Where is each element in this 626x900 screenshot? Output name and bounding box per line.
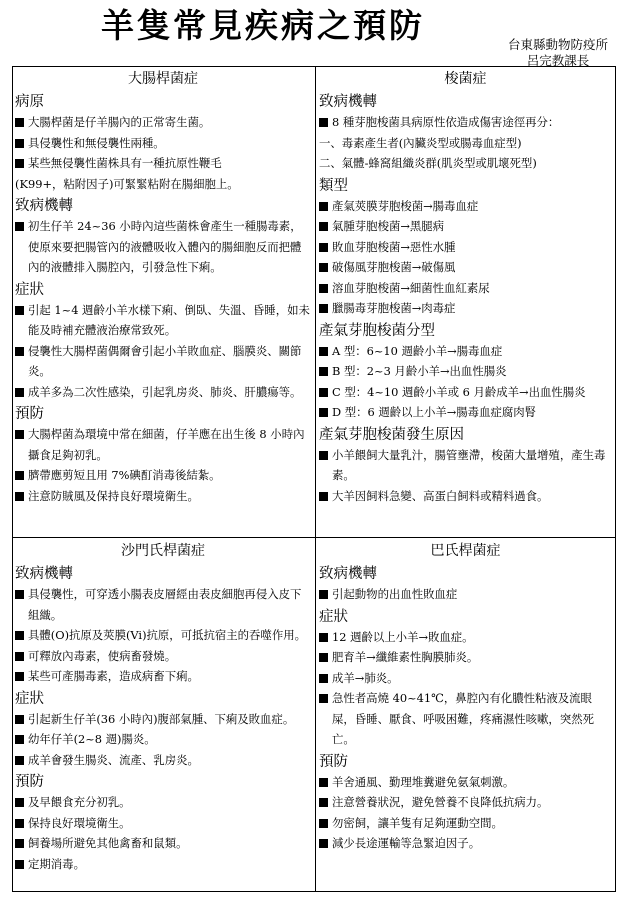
- list-item: 溶血芽胞梭菌→細菌性血紅素尿: [319, 278, 612, 299]
- section-colibacillosis: [12, 68, 315, 506]
- list-item: A 型：6~10 週齡小羊→腸毒血症: [319, 341, 612, 362]
- list-item: 具體(O)抗原及莢膜(Vi)抗原，可抵抗宿主的吞噬作用。: [15, 625, 311, 646]
- list-item: 臍帶應剪短且用 7%碘酊消毒後結紮。: [15, 465, 311, 486]
- subsection-title: 類型: [319, 177, 348, 194]
- list-item: 定期消毒。: [15, 854, 311, 875]
- list-item: 羊舍通風、勤理堆糞避免氨氣刺激。: [319, 772, 612, 793]
- list-item: 8 種芽胞梭菌具病原性依造成傷害途徑再分：: [319, 112, 612, 133]
- section-heading: 沙門氏桿菌症: [121, 543, 205, 559]
- subsection-title: 症狀: [319, 608, 348, 625]
- list-item: 12 週齡以上小羊→敗血症。: [319, 627, 612, 648]
- author-org: 台東縣動物防疫所: [507, 37, 608, 52]
- list-item: 大羊因飼料急變、高蛋白飼料或精料過食。: [319, 486, 612, 507]
- subsection-title: 致病機轉: [15, 198, 73, 214]
- subsection-title: 產氣芽胞梭菌發生原因: [319, 426, 464, 443]
- list-item: 引起 1~4 週齡小羊水樣下痢、倒臥、失溫、昏睡，如未能及時補充體液治療常致死。: [15, 300, 311, 341]
- subsection-title: 預防: [319, 753, 348, 770]
- list-item: 可釋放內毒素，使病畜發燒。: [15, 646, 311, 667]
- author-name: 呂完教課長: [526, 53, 590, 68]
- list-continuation: (K99+，粘附因子)可緊緊粘附在腸細胞上。: [15, 176, 239, 191]
- list-item: 飼養場所避免其他禽畜和鼠類。: [15, 833, 311, 854]
- list-item: 注意防賊風及保持良好環境衛生。: [15, 486, 311, 507]
- subsection-title: 預防: [15, 774, 44, 790]
- section-clostridiosis: [316, 68, 616, 506]
- subsection-title: 症狀: [15, 690, 44, 707]
- list-continuation: 一、毒素產生者(內臟炎型或腸毒血症型): [319, 135, 522, 150]
- subsection-title: 產氣芽胞梭菌分型: [319, 322, 435, 339]
- list-item: 急性者高燒 40~41℃，鼻腔內有化膿性粘液及流眼屎，昏睡、厭食、呼吸困難，疼痛濕性咳嗽，突然死亡。: [319, 688, 612, 750]
- list-item: B 型：2~3 月齡小羊→出血性腸炎: [319, 361, 612, 382]
- subsection-title: 致病機轉: [319, 94, 377, 110]
- list-item: 臘腸毒芽胞梭菌→肉毒症: [319, 298, 612, 319]
- list-item: 侵襲性大腸桿菌偶爾會引起小羊敗血症、腦膜炎、關節炎。: [15, 341, 311, 382]
- list-continuation: 二、氣體-蜂窩組織炎群(肌炎型或肌壞死型): [319, 156, 537, 170]
- list-item: 具侵襲性，可穿透小腸表皮層經由表皮細胞再侵入皮下組織。: [15, 584, 311, 625]
- subsection-title: 致病機轉: [319, 566, 377, 582]
- section-pasteurellosis: [316, 540, 616, 854]
- section-heading: 梭菌症: [444, 71, 487, 87]
- list-item: 氣腫芽胞梭菌→黑腿病: [319, 216, 612, 237]
- list-item: 肥育羊→纖維素性胸膜肺炎。: [319, 647, 612, 668]
- list-item: 敗血芽胞梭菌→惡性水腫: [319, 237, 612, 258]
- list-item: 及早餵食充分初乳。: [15, 792, 311, 813]
- list-item: 某些無侵襲性菌株具有一種抗原性鞭毛: [15, 153, 311, 174]
- list-item: 初生仔羊 24~36 小時內這些菌株會產生一種腸毒素，使原來要把腸管內的液體吸收入體內的腸細胞反而把體內的液體排入腸腔內，引發急性下痢。: [15, 216, 311, 278]
- list-item: 保持良好環境衛生。: [15, 813, 311, 834]
- list-item: 某些可產腸毒素，造成病畜下痢。: [15, 666, 311, 687]
- list-item: 成羊會發生腸炎、流產、乳房炎。: [15, 750, 311, 771]
- list-item: 成羊多為二次性感染，引起乳房炎、肺炎、肝膿瘍等。: [15, 382, 311, 403]
- list-item: 破傷風芽胞梭菌→破傷風: [319, 257, 612, 278]
- list-item: 具侵襲性和無侵襲性兩種。: [15, 133, 311, 154]
- page-title: 羊隻常見疾病之預防: [101, 6, 425, 45]
- list-item: 引起新生仔羊(36 小時內)腹部氣腫、下痢及敗血症。: [15, 709, 311, 730]
- list-item: 大腸桿菌是仔羊腸內的正常寄生菌。: [15, 112, 311, 133]
- list-item: 幼年仔羊(2~8 週)腸炎。: [15, 729, 311, 750]
- list-item: C 型：4~10 週齡小羊或 6 月齡成羊→出血性腸炎: [319, 382, 612, 403]
- subsection-title: 預防: [15, 406, 44, 422]
- subsection-title: 病原: [15, 94, 44, 110]
- subsection-title: 致病機轉: [15, 566, 73, 582]
- list-item: D 型：6 週齡以上小羊→腸毒血症腐肉腎: [319, 402, 612, 423]
- list-item: 引起動物的出血性敗血症: [319, 584, 612, 605]
- list-item: 注意營養狀況，避免營養不良降低抗病力。: [319, 792, 612, 813]
- list-item: 小羊餵飼大量乳汁，腸管壅滯，梭菌大量增殖，產生毒素。: [319, 445, 612, 486]
- section-heading: 大腸桿菌症: [128, 71, 198, 87]
- list-item: 減少長途運輸等急緊迫因子。: [319, 833, 612, 854]
- list-item: 成羊→肺炎。: [319, 668, 612, 689]
- list-item: 勿密飼，讓羊隻有足夠運動空間。: [319, 813, 612, 834]
- grid-divider-horizontal: [12, 537, 616, 538]
- list-item: 大腸桿菌為環境中常在細菌，仔羊應在出生後 8 小時內攝食足夠初乳。: [15, 424, 311, 465]
- section-salmonellosis: [12, 540, 315, 874]
- list-item: 產氣莢膜芽胞梭菌→腸毒血症: [319, 196, 612, 217]
- subsection-title: 症狀: [15, 281, 44, 298]
- section-heading: 巴氏桿菌症: [430, 543, 501, 559]
